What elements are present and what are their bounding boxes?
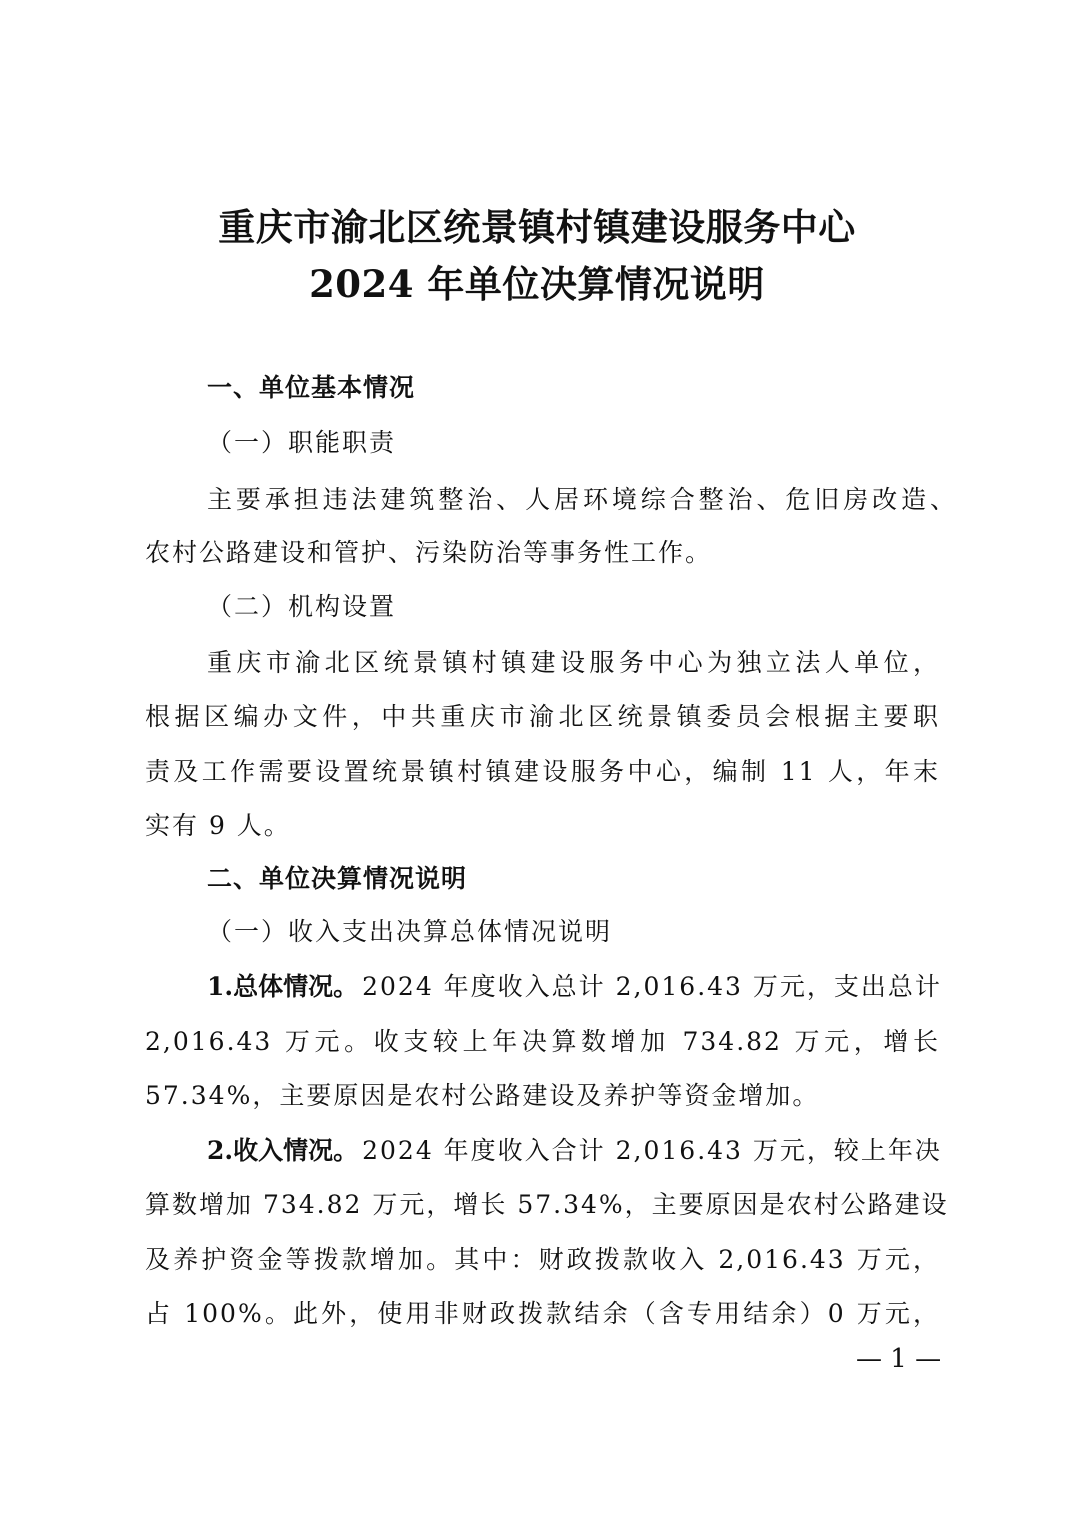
paragraph-lead: 2.收入情况。 xyxy=(207,1136,359,1165)
subsection-1-1-heading: （一）职能职责 xyxy=(207,428,397,457)
paragraph-line: 主要承担违法建筑整治、人居环境综合整治、危旧房改造、 xyxy=(207,485,957,514)
page-number: — 1 — xyxy=(856,1344,942,1374)
subsection-1-2-heading: （二）机构设置 xyxy=(207,592,397,621)
paragraph-lead: 1.总体情况。 xyxy=(207,972,359,1001)
paragraph-line: 实有 9 人。 xyxy=(145,811,291,840)
paragraph-line: 农村公路建设和管护、污染防治等事务性工作。 xyxy=(145,538,713,567)
paragraph-text: 2024 年度收入合计 2,016.43 万元，较上年决 xyxy=(362,1136,942,1165)
paragraph-line xyxy=(207,967,940,1003)
paragraph-line: 根据区编办文件，中共重庆市渝北区统景镇委员会根据主要职 xyxy=(145,702,940,731)
paragraph-text: 2024 年度收入总计 2,016.43 万元，支出总计 xyxy=(362,972,942,1001)
paragraph-line: 算数增加 734.82 万元，增长 57.34%，主要原因是农村公路建设 xyxy=(145,1190,949,1219)
paragraph-line: 2,016.43 万元。收支较上年决算数增加 734.82 万元，增长 xyxy=(145,1027,940,1056)
document-title-line-2: 2024 年单位决算情况说明 xyxy=(309,262,765,306)
section-1-heading: 一、单位基本情况 xyxy=(207,373,416,402)
paragraph-line: 重庆市渝北区统景镇村镇建设服务中心为独立法人单位， xyxy=(207,648,940,677)
section-2-heading: 二、单位决算情况说明 xyxy=(207,864,468,893)
paragraph-line: 占 100%。此外，使用非财政拨款结余（含专用结余）0 万元， xyxy=(145,1299,940,1328)
paragraph-line: 及养护资金等拨款增加。其中：财政拨款收入 2,016.43 万元， xyxy=(145,1245,940,1274)
subsection-2-1-heading: （一）收入支出决算总体情况说明 xyxy=(207,917,613,946)
paragraph-line: 57.34%，主要原因是农村公路建设及养护等资金增加。 xyxy=(145,1081,820,1110)
paragraph-line xyxy=(207,1131,940,1167)
document-title-line-1: 重庆市渝北区统景镇村镇建设服务中心 xyxy=(218,205,856,249)
paragraph-line: 责及工作需要设置统景镇村镇建设服务中心，编制 11 人，年末 xyxy=(145,757,940,786)
